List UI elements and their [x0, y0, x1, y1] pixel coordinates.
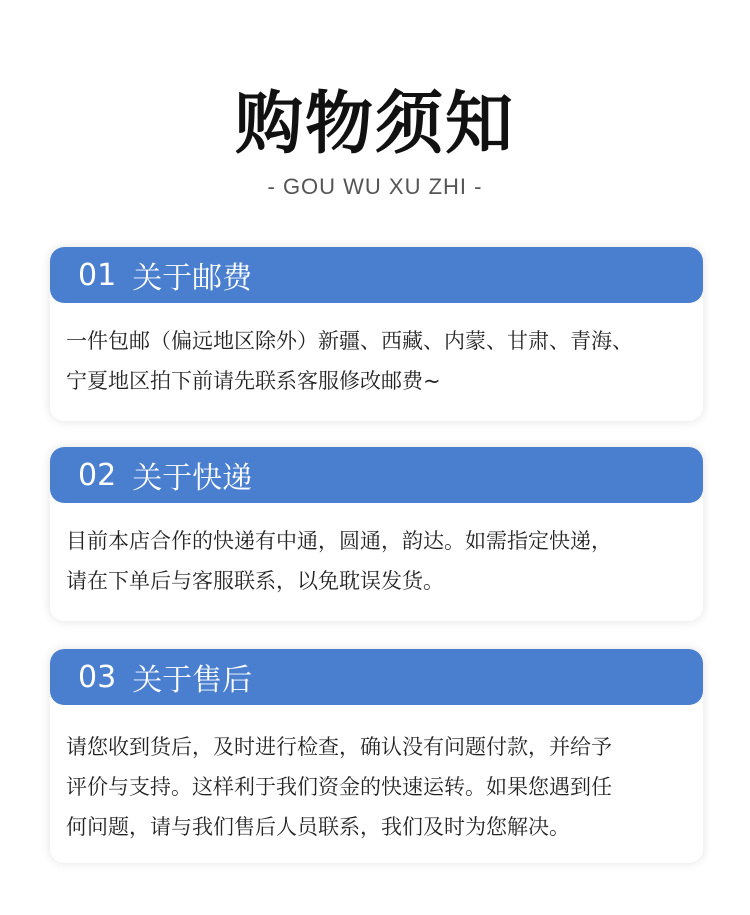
- section-body: [50, 705, 703, 863]
- section-body: [50, 303, 703, 421]
- section-text-line: 请在下单后与客服联系，以免耽误发货。: [66, 569, 444, 593]
- section-card-shipping-fee: [50, 247, 703, 421]
- page-subtitle: - GOU WU XU ZHI -: [267, 174, 483, 199]
- section-text-line: 宁夏地区拍下前请先联系客服修改邮费~: [66, 369, 441, 393]
- section-text-line: 何问题，请与我们售后人员联系，我们及时为您解决。: [66, 815, 570, 839]
- section-text-line: 目前本店合作的快递有中通，圆通，韵达。如需指定快递，: [66, 529, 612, 553]
- section-card-after-sales: [50, 649, 703, 863]
- section-number: 03: [78, 659, 117, 695]
- section-header: [50, 247, 703, 303]
- section-number: 01: [78, 257, 117, 293]
- section-title: 关于快递: [132, 461, 253, 496]
- section-text-line: 请您收到货后，及时进行检查，确认没有问题付款，并给予: [66, 735, 612, 759]
- section-text-line: 一件包邮（偏远地区除外）新疆、西藏、内蒙、甘肃、青海、: [66, 329, 633, 353]
- section-body: [50, 503, 703, 621]
- section-header: [50, 447, 703, 503]
- section-title: 关于售后: [132, 663, 253, 698]
- page-title: 购物须知: [234, 85, 515, 164]
- section-title: 关于邮费: [132, 261, 253, 296]
- section-card-courier: [50, 447, 703, 621]
- section-header: [50, 649, 703, 705]
- section-number: 02: [78, 457, 117, 493]
- section-text-line: 评价与支持。这样利于我们资金的快速运转。如果您遇到任: [66, 775, 612, 799]
